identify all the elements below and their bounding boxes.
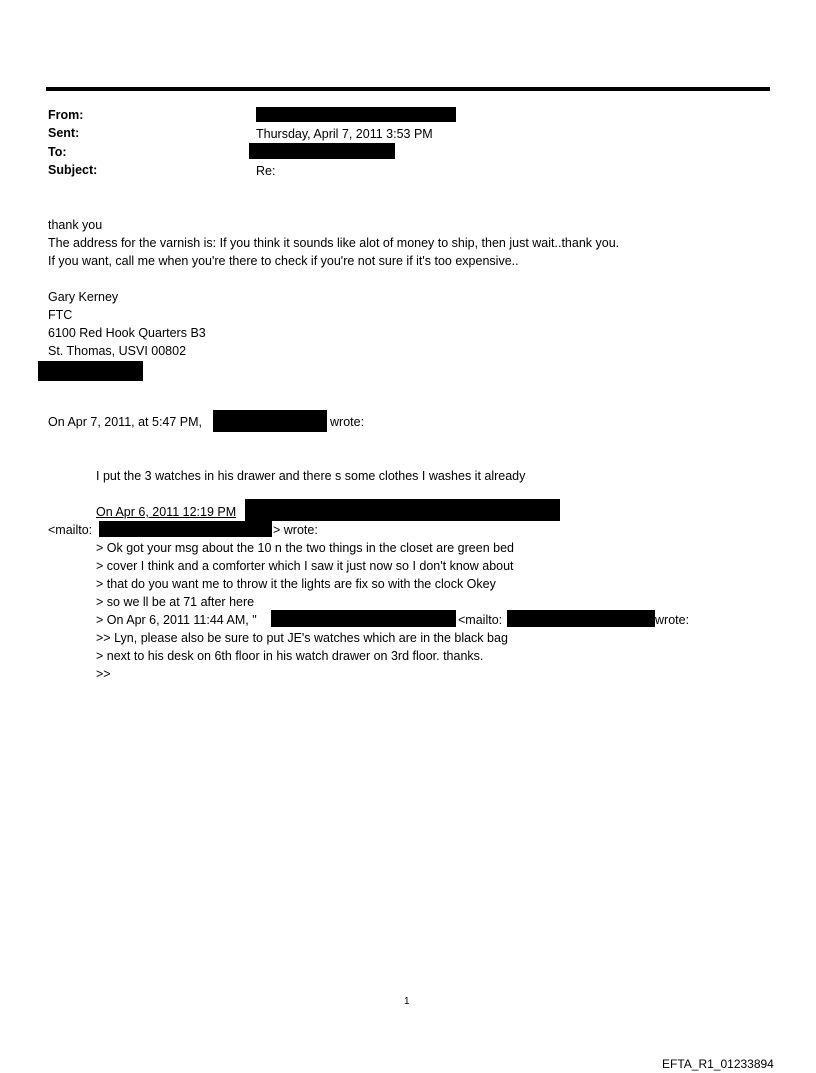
quoted-line-3: > that do you want me to throw it the lights are fix so with the clock Okey [96, 577, 496, 591]
redacted-to [249, 143, 395, 159]
body-line-2: The address for the varnish is: If you think it sounds like alot of money to ship, then just wait..thank you. [48, 236, 620, 250]
quote-intro: On Apr 7, 2011, at 5:47 PM, [48, 415, 203, 429]
quoted-line-1: > Ok got your msg about the 10 n the two things in the closet are green bed [96, 541, 514, 555]
redacted-nested-sender [245, 499, 560, 521]
redacted-deep-mailto [507, 610, 655, 627]
signature-address: 6100 Red Hook Quarters B3 [48, 326, 206, 340]
deep-line-1: >> Lyn, please also be sure to put JE's watches which are in the black bag [96, 631, 508, 645]
redacted-deep-sender [271, 610, 456, 627]
quoted-line-4: > so we ll be at 71 after here [96, 595, 255, 609]
deep-line-2: > next to his desk on 6th floor in his watch drawer on 3rd floor. thanks. [96, 649, 484, 663]
to-label: To: [48, 145, 67, 159]
signature-city: St. Thomas, USVI 00802 [48, 344, 187, 358]
signature-name: Gary Kerney [48, 290, 119, 304]
from-label: From: [48, 108, 84, 122]
subject-label: Subject: [48, 163, 98, 177]
redacted-from [256, 107, 456, 122]
body-line-1: thank you [48, 218, 103, 232]
reply-line: I put the 3 watches in his drawer and there s some clothes I washes it already [96, 469, 526, 483]
sent-value: Thursday, April 7, 2011 3:53 PM [256, 127, 433, 141]
deep-wrote: wrote: [655, 613, 690, 627]
deep-line-3: >> [96, 667, 111, 681]
subject-value: Re: [256, 164, 276, 178]
redacted-signature-phone [38, 361, 143, 381]
nested-intro: On Apr 6, 2011 12:19 PM [96, 505, 237, 519]
body-line-3: If you want, call me when you're there to check if you're not sure if it's too expensive.. [48, 254, 519, 268]
redacted-mailto [99, 521, 272, 537]
signature-org: FTC [48, 308, 73, 322]
quote-intro-wrote: wrote: [330, 415, 365, 429]
mailto-prefix: <mailto: [48, 523, 93, 537]
deep-mailto: <mailto: [458, 613, 503, 627]
document-id: EFTA_R1_01233894 [662, 1057, 774, 1071]
header-rule [46, 87, 770, 91]
mailto-wrote: > wrote: [273, 523, 318, 537]
deep-intro: > On Apr 6, 2011 11:44 AM, " [96, 613, 257, 627]
quoted-line-2: > cover I think and a comforter which I saw it just now so I don't know about [96, 559, 514, 573]
page-number: 1 [404, 996, 410, 1007]
redacted-quote-sender [213, 410, 327, 432]
sent-label: Sent: [48, 126, 80, 140]
